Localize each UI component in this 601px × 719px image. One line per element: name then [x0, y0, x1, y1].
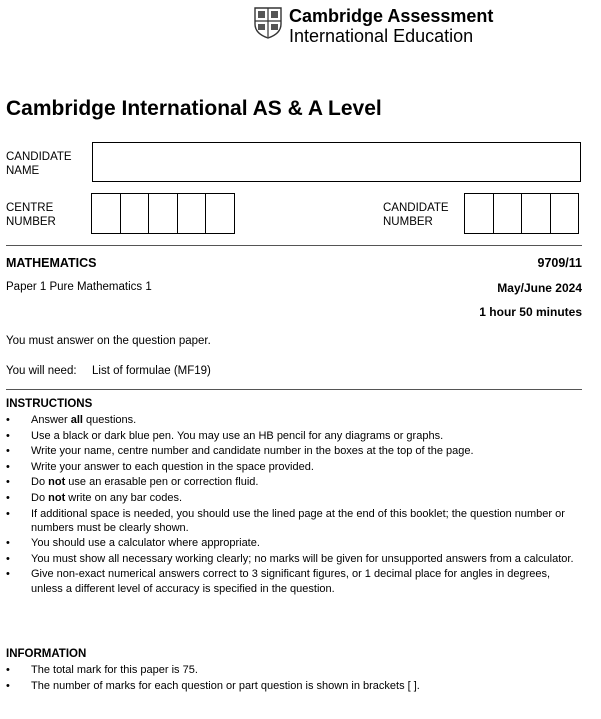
information-heading: INFORMATION — [6, 648, 87, 660]
candidate-number-boxes — [464, 193, 578, 234]
exam-session: May/June 2024 — [497, 281, 582, 295]
list-item-text: Write your answer to each question in the space provided. — [31, 460, 314, 473]
syllabus-code: 9709/11 — [537, 256, 582, 270]
logo-line-1: Cambridge Assessment — [289, 6, 494, 26]
candidate-number-digit-box[interactable] — [550, 193, 580, 234]
subject: MATHEMATICS — [6, 256, 97, 270]
list-item-text: Answer — [31, 414, 71, 426]
bullet-icon: • — [6, 414, 10, 426]
cambridge-logo — [254, 6, 494, 46]
bullet-icon: • — [6, 552, 10, 565]
exam-duration: 1 hour 50 minutes — [479, 305, 582, 319]
bullet-icon: • — [6, 445, 10, 458]
list-item-emphasis: all — [70, 414, 83, 426]
list-item-text: The total mark for this paper is 75. — [31, 664, 198, 676]
paper-title: Paper 1 Pure Mathematics 1 — [6, 281, 152, 293]
list-item — [6, 491, 576, 505]
list-item — [6, 475, 576, 489]
list-item-text: If additional space is needed, you should use the lined page at the end of this booklet; the question number or numbers must be clearly shown. — [31, 507, 565, 534]
list-item — [6, 413, 576, 427]
list-item — [6, 663, 576, 677]
bullet-icon: • — [6, 537, 10, 550]
candidate-number-label-line1: CANDIDATE — [383, 202, 449, 214]
list-item — [6, 552, 576, 566]
list-item-emphasis: not — [48, 491, 66, 504]
candidate-number-digit-box[interactable] — [493, 193, 523, 234]
divider — [6, 389, 582, 390]
list-item-text: The number of marks for each question or part question is shown in brackets [ ]. — [31, 679, 420, 692]
list-item-text: Do — [31, 476, 49, 489]
bullet-icon: • — [6, 507, 10, 520]
bullet-icon: • — [6, 429, 10, 442]
candidate-number-digit-box[interactable] — [464, 193, 494, 234]
page-title: Cambridge International AS & A Level — [6, 97, 382, 120]
centre-number-digit-box[interactable] — [120, 193, 150, 234]
candidate-name-field[interactable] — [92, 142, 581, 182]
list-item-text: Do — [31, 491, 49, 504]
candidate-name-label-line1: CANDIDATE — [6, 151, 72, 163]
list-item — [6, 567, 576, 595]
list-item — [6, 536, 576, 550]
list-item-emphasis: not — [48, 476, 66, 489]
bullet-icon: • — [6, 568, 10, 581]
bullet-icon: • — [6, 679, 10, 692]
list-item-text: use an erasable pen or correction fluid. — [65, 476, 259, 489]
bullet-icon: • — [6, 491, 10, 504]
information-list — [6, 663, 576, 694]
list-item — [6, 444, 576, 458]
list-item — [6, 429, 576, 443]
candidate-name-label-line2: NAME — [6, 165, 40, 177]
centre-number-digit-box[interactable] — [148, 193, 178, 234]
centre-number-boxes — [91, 193, 234, 234]
centre-number-label-line2: NUMBER — [6, 216, 56, 228]
list-item-text: Use a black or dark blue pen. You may use an HB pencil for any diagrams or graphs. — [31, 429, 444, 442]
shield-crest-icon — [254, 7, 282, 39]
candidate-number-label-line2: NUMBER — [383, 216, 433, 228]
bullet-icon: • — [6, 476, 10, 489]
centre-number-digit-box[interactable] — [205, 193, 235, 234]
bullet-icon: • — [6, 460, 10, 473]
divider — [6, 245, 582, 246]
list-item-text: Give non-exact numerical answers correct to 3 significant figures, or 1 decimal place for angles in degrees, unless a different level of accuracy is specified in the question. — [31, 568, 551, 595]
candidate-number-digit-box[interactable] — [521, 193, 551, 234]
answer-note: You must answer on the question paper. — [6, 335, 211, 347]
list-item-text: questions. — [82, 414, 137, 426]
bullet-icon: • — [6, 664, 10, 676]
list-item — [6, 679, 576, 693]
list-item — [6, 507, 576, 535]
you-will-need-label: You will need: — [6, 365, 77, 377]
list-item-text: write on any bar codes. — [65, 491, 183, 504]
instructions-list — [6, 413, 576, 597]
instructions-heading: INSTRUCTIONS — [6, 398, 93, 410]
list-item-text: You should use a calculator where appropriate. — [31, 537, 260, 550]
list-item-text: You must show all necessary working clearly; no marks will be given for unsupported answers from a calculator. — [31, 552, 574, 565]
list-item — [6, 460, 576, 474]
centre-number-digit-box[interactable] — [177, 193, 207, 234]
list-item-text: Write your name, centre number and candidate number in the boxes at the top of the page. — [31, 445, 474, 458]
centre-number-digit-box[interactable] — [91, 193, 121, 234]
centre-number-label-line1: CENTRE — [6, 202, 54, 214]
logo-line-2: International Education — [289, 26, 474, 46]
you-will-need-value: List of formulae (MF19) — [92, 365, 211, 377]
